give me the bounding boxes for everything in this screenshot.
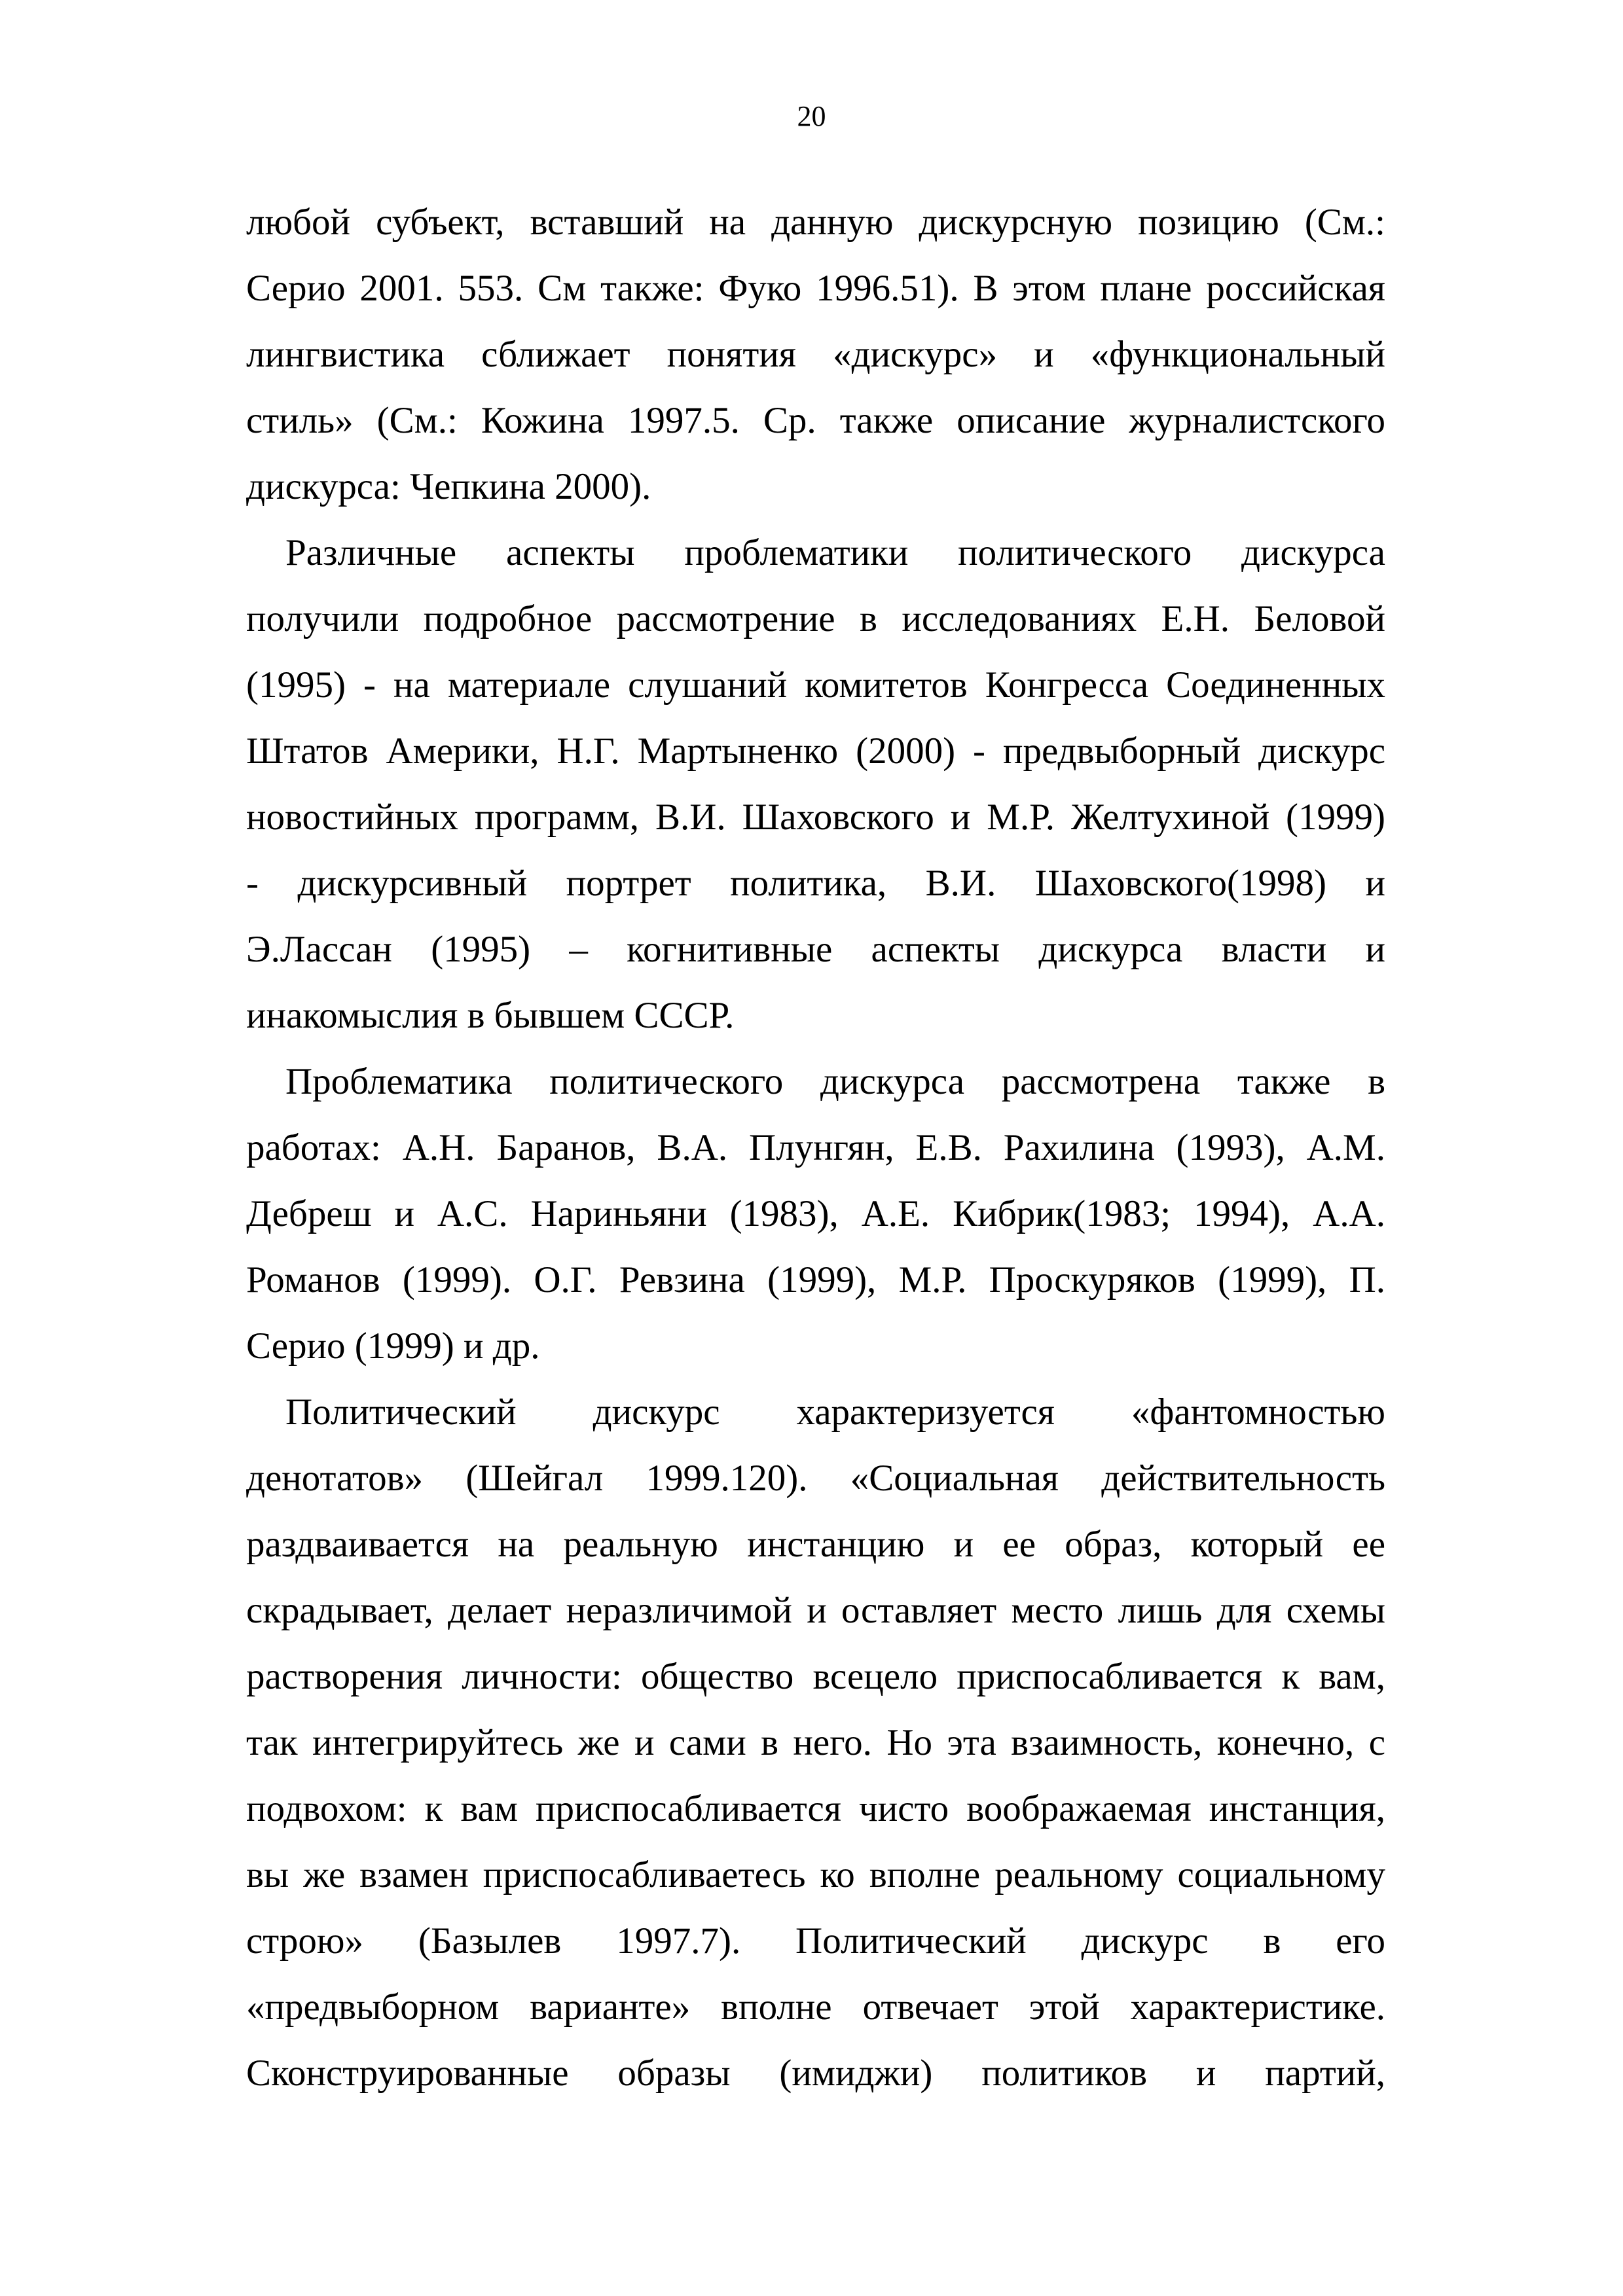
text-line: работах: А.Н. Баранов, В.А. Плунгян, Е.В. Рахилина (1993), А.М. [246, 1127, 1385, 1168]
text-line: вы же взамен приспосабливаетесь ко вполне реальному социальному [246, 1854, 1385, 1895]
text-line: подвохом: к вам приспосабливается чисто воображаемая инстанция, [246, 1788, 1385, 1829]
text-line: Серио (1999) и др. [246, 1325, 540, 1367]
text-line: скрадывает, делает неразличимой и оставляет место лишь для схемы [246, 1590, 1385, 1631]
text-line: «предвыборном варианте» вполне отвечает этой характеристике. [246, 1986, 1385, 2028]
text-line: так интегрируйтесь же и сами в него. Но эта взаимность, конечно, с [246, 1722, 1385, 1763]
text-line: Романов (1999). О.Г. Ревзина (1999), М.Р. Проскуряков (1999), П. [246, 1259, 1385, 1300]
text-line: дискурса: Чепкина 2000). [246, 466, 651, 507]
text-line: Проблематика политического дискурса рассмотрена также в [285, 1061, 1385, 1102]
text-line: стиль» (См.: Кожина 1997.5. Ср. также описание журналистского [246, 400, 1385, 441]
text-line: Сконструированные образы (имиджи) политиков и партий, [246, 2053, 1385, 2094]
text-line: Э.Лассан (1995) – когнитивные аспекты дискурса власти и [246, 929, 1385, 970]
text-line: денотатов» (Шейгал 1999.120). «Социальная действительность [246, 1458, 1385, 1499]
text-line: получили подробное рассмотрение в исследованиях Е.Н. Беловой [246, 598, 1385, 639]
text-line: (1995) - на материале слушаний комитетов Конгресса Соединенных [246, 664, 1385, 706]
text-line: новостийных программ, В.И. Шаховского и М.Р. Желтухиной (1999) [246, 797, 1385, 838]
page-number: 20 [797, 100, 826, 132]
text-line: инакомыслия в бывшем СССР. [246, 995, 735, 1036]
text-line: Штатов Америки, Н.Г. Мартыненко (2000) - предвыборный дискурс [246, 730, 1385, 772]
text-line: Серио 2001. 553. См также: Фуко 1996.51). В этом плане российская [246, 268, 1385, 309]
text-line: любой субъект, вставший на данную дискурсную позицию (См.: [246, 202, 1385, 243]
text-line: Дебреш и А.С. Нариньяни (1983), А.Е. Кибрик(1983; 1994), А.А. [246, 1193, 1385, 1234]
text-line: - дискурсивный портрет политика, В.И. Шаховского(1998) и [246, 863, 1385, 904]
text-line: лингвистика сближает понятия «дискурс» и «функциональный [246, 334, 1385, 375]
text-line: Политический дискурс характеризуется «фантомностью [285, 1391, 1385, 1433]
text-line: Различные аспекты проблематики политического дискурса [285, 532, 1385, 573]
text-line: строю» (Базылев 1997.7). Политический дискурс в его [246, 1920, 1385, 1962]
text-line: растворения личности: общество всецело приспосабливается к вам, [246, 1656, 1385, 1697]
text-line: раздваивается на реальную инстанцию и ее образ, который ее [246, 1524, 1385, 1565]
